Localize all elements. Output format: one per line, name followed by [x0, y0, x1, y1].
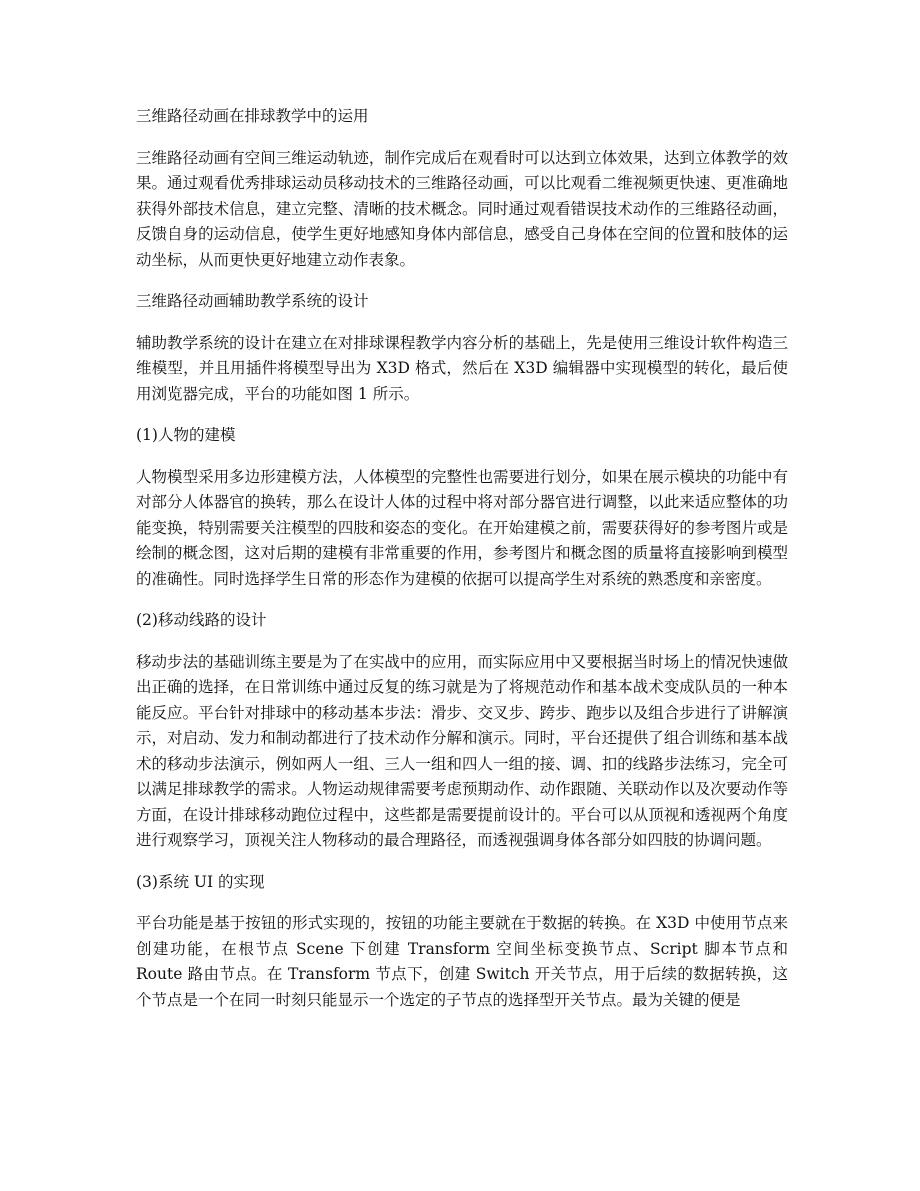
document-body — [136, 104, 788, 1013]
body-paragraph: 移动步法的基础训练主要是为了在实战中的应用，而实际应用中又要根据当时场上的情况快速做出正确的选择，在日常训练中通过反复的练习就是为了将规范动作和基本战术变成队员的一种本能反应。平台针对排球中的移动基本步法：滑步、交叉步、跨步、跑步以及组合步进行了讲解演示，对启动、发力和制动都进行了技术动作分解和演示。同时，平台还提供了组合训练和基本战术的移动步法演示，例如两人一组、三人一组和四人一组的接、调、扣的线路步法练习，完全可以满足排球教学的需求。人物运动规律需要考虑预期动作、动作跟随、关联动作以及次要动作等方面，在设计排球移动跑位过程中，这些都是需要提前设计的。平台可以从顶视和透视两个角度进行观察学习，顶视关注人物移动的最合理路径，而透视强调身体各部分如四肢的协调问题。 — [136, 652, 788, 849]
section-heading: (3)系统 UI 的实现 — [136, 872, 265, 891]
section-heading: 三维路径动画在排球教学中的运用 — [136, 107, 369, 125]
body-paragraph: 辅助教学系统的设计在建立在对排球课程教学内容分析的基础上，先是使用三维设计软件构造三维模型，并且用插件将模型导出为 X3D 格式，然后在 X3D 编辑器中实现模型的转化，最后使用浏览器完成，平台的功能如图 1 所示。 — [136, 333, 788, 403]
body-paragraph: 平台功能是基于按钮的形式实现的，按钮的功能主要就在于数据的转换。在 X3D 中使用节点来创建功能，在根节点 Scene 下创建 Transform 空间坐标变换节点、Script 脚本节点和 Route 路由节点。在 Transform 节点下，创建 Switch 开关节点，用于后续的数据转换，这个节点是一个在同一时刻只能显示一个选定的子节点的选择型开关节点。最为关键的便是 — [136, 914, 788, 1009]
section-heading: 三维路径动画辅助教学系统的设计 — [136, 292, 369, 310]
section-heading: (2)移动线路的设计 — [136, 611, 267, 629]
body-paragraph: 人物模型采用多边形建模方法，人体模型的完整性也需要进行划分，如果在展示模块的功能中有对部分人体器官的换转，那么在设计人体的过程中将对部分器官进行调整，以此来适应整体的功能变换，特别需要关注模型的四肢和姿态的变化。在开始建模之前，需要获得好的参考图片或是绘制的概念图，这对后期的建模有非常重要的作用，参考图片和概念图的质量将直接影响到模型的准确性。同时选择学生日常的形态作为建模的依据可以提高学生对系统的熟悉度和亲密度。 — [136, 467, 788, 588]
section-heading: (1)人物的建模 — [136, 426, 236, 444]
body-paragraph: 三维路径动画有空间三维运动轨迹，制作完成后在观看时可以达到立体效果，达到立体教学的效果。通过观看优秀排球运动员移动技术的三维路径动画，可以比观看二维视频更快速、更准确地获得外部技术信息，建立完整、清晰的技术概念。同时通过观看错误技术动作的三维路径动画，反馈自身的运动信息，使学生更好地感知身体内部信息，感受自己身体在空间的位置和肢体的运动坐标，从而更快更好地建立动作表象。 — [136, 148, 788, 269]
